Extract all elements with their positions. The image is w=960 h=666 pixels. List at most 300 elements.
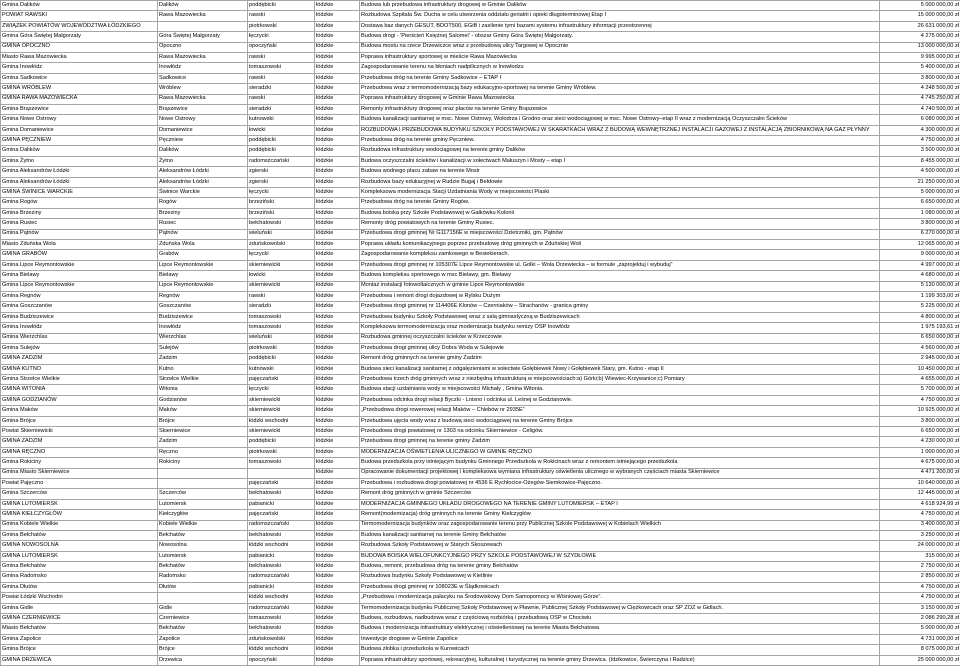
municipality-cell: Rusiec [158, 219, 248, 229]
project-title-cell: Budowa mostu na rzece Drzewiczce wraz z przebudową ulicy Targowej w Opocznie [360, 42, 880, 52]
project-title-cell: Rozbudowa infrastruktury wodociągowej na terenie gminy Dalików [360, 146, 880, 156]
county-cell: bełchatowski [248, 624, 315, 634]
municipality-cell: Brójce [158, 416, 248, 426]
applicant-cell: Gmina Lipce Reymontowskie [1, 281, 158, 291]
amount-cell: 4 248 500,00 zł [880, 84, 960, 94]
county-cell: kutnowski [248, 364, 315, 374]
table-row [1, 156, 960, 166]
county-cell: rawski [248, 11, 315, 21]
table-row [1, 582, 960, 592]
amount-cell: 2 086 290,28 zł [880, 614, 960, 624]
amount-cell: 10 640 000,00 zł [880, 478, 960, 488]
municipality-cell [158, 478, 248, 488]
municipality-cell: Gidle [158, 603, 248, 613]
voivodeship-cell: łódzkie [315, 427, 360, 437]
amount-cell: 3 250 000,00 zł [880, 530, 960, 540]
municipality-cell: Pęczniew [158, 136, 248, 146]
voivodeship-cell: łódzkie [315, 52, 360, 62]
table-row [1, 406, 960, 416]
project-title-cell: Poprawa infrastruktury sportowej, rekreacyjnej, kulturalnej i turystycznej na terenie gminy Drzewica. (Idzikowice, Świerczyna i Radzice) [360, 655, 880, 665]
municipality-cell: Świnice Warckie [158, 188, 248, 198]
county-cell: zgierski [248, 167, 315, 177]
table-row [1, 188, 960, 198]
amount-cell: 5 000 000,00 zł [880, 624, 960, 634]
table-row [1, 21, 960, 31]
voivodeship-cell: łódzkie [315, 333, 360, 343]
county-cell: wieluński [248, 229, 315, 239]
amount-cell: 4 618 924,99 zł [880, 499, 960, 509]
county-cell: opoczyński [248, 655, 315, 665]
table-row [1, 634, 960, 644]
applicant-cell: GMINA DRZEWICA [1, 655, 158, 665]
project-title-cell: Przebudowa i rozbudowa drogi powiatowej nr 4536 E Rychłocice-Ożegów-Siemkowice-Pajęczno. [360, 478, 880, 488]
spreadsheet-body [1, 1, 960, 666]
county-cell: piotrkowski [248, 21, 315, 31]
amount-cell: 4 275 000,00 zł [880, 32, 960, 42]
amount-cell: 1 080 000,00 zł [880, 208, 960, 218]
amount-cell: 5 700 000,00 zł [880, 385, 960, 395]
amount-cell: 3 400 000,00 zł [880, 520, 960, 530]
applicant-cell: Gmina Goszczanów [1, 302, 158, 312]
voivodeship-cell: łódzkie [315, 385, 360, 395]
voivodeship-cell: łódzkie [315, 551, 360, 561]
table-row [1, 333, 960, 343]
amount-cell: 5 000 000,00 zł [880, 188, 960, 198]
voivodeship-cell: łódzkie [315, 125, 360, 135]
voivodeship-cell: łódzkie [315, 510, 360, 520]
municipality-cell: Zadzim [158, 354, 248, 364]
voivodeship-cell: łódzkie [315, 645, 360, 655]
voivodeship-cell: łódzkie [315, 198, 360, 208]
county-cell: łódzki wschodni [248, 645, 315, 655]
county-cell: łęczycki [248, 32, 315, 42]
voivodeship-cell: łódzkie [315, 156, 360, 166]
applicant-cell: Gmina Bełchatów [1, 530, 158, 540]
county-cell: kutnowski [248, 115, 315, 125]
amount-cell: 4 800 000,00 zł [880, 312, 960, 322]
amount-cell: 10 925 000,00 zł [880, 406, 960, 416]
table-row [1, 655, 960, 665]
applicant-cell: ZWIĄZEK POWIATÓW WOJEWÓDZTWA ŁÓDZKIEGO [1, 21, 158, 31]
amount-cell: 3 800 000,00 zł [880, 73, 960, 83]
applicant-cell: GMINA ZADZIM [1, 437, 158, 447]
voivodeship-cell: łódzkie [315, 94, 360, 104]
applicant-cell: Gmina Maków [1, 406, 158, 416]
municipality-cell: Budziszewice [158, 312, 248, 322]
applicant-cell: GMINA GODZIANÓW [1, 395, 158, 405]
voivodeship-cell: łódzkie [315, 11, 360, 21]
amount-cell: 25 000 000,00 zł [880, 655, 960, 665]
applicant-cell: Powiat Pajęczno [1, 478, 158, 488]
project-title-cell: MODERNIZACJA GMINNEGO UKŁADU DROGOWEGO NA TERENIE GMINY LUTOMIERSK – ETAP I [360, 499, 880, 509]
applicant-cell: Gmina Góra Świętej Małgorzaty [1, 32, 158, 42]
amount-cell: 4 740 500,00 zł [880, 104, 960, 114]
table-row [1, 281, 960, 291]
amount-cell: 6 650 000,00 zł [880, 333, 960, 343]
project-title-cell: Termomodernizacja budynków oraz zagospodarowanie terenu przy Publicznej Szkole Podstawowej w Kobielach Wielkich [360, 520, 880, 530]
applicant-cell: Gmina Pątnów [1, 229, 158, 239]
county-cell: łęczycki [248, 250, 315, 260]
table-row [1, 125, 960, 135]
table-row [1, 115, 960, 125]
municipality-cell: Aleksandrów Łódzki [158, 167, 248, 177]
amount-cell: 1 199 303,00 zł [880, 291, 960, 301]
county-cell: radomszczański [248, 520, 315, 530]
voivodeship-cell: łódzkie [315, 229, 360, 239]
table-row [1, 416, 960, 426]
project-title-cell: Dostawa baz danych GESUT, BDOT500, EGiB i zasilenie tymi bazami systemu infrastruktury informacji przestrzennej [360, 21, 880, 31]
table-row [1, 572, 960, 582]
table-row [1, 63, 960, 73]
municipality-cell: Czerniewice [158, 614, 248, 624]
table-row [1, 489, 960, 499]
amount-cell: 4 500 000,00 zł [880, 167, 960, 177]
project-title-cell: Opracowanie dokumentacji projektowej i kompleksowa wymiana infrastruktury oświetlenia ulicznego w wybranych częściach miasta Skierniewice [360, 468, 880, 478]
project-title-cell: Budowa stacji uzdatniania wody w miejscowości Michały , Gmina Witonia. [360, 385, 880, 395]
voivodeship-cell: łódzkie [315, 84, 360, 94]
voivodeship-cell: łódzkie [315, 478, 360, 488]
voivodeship-cell: łódzkie [315, 468, 360, 478]
table-row [1, 395, 960, 405]
county-cell: opoczyński [248, 42, 315, 52]
municipality-cell: Goszczanów [158, 302, 248, 312]
voivodeship-cell: łódzkie [315, 343, 360, 353]
applicant-cell: Powiat Skierniewicki [1, 427, 158, 437]
voivodeship-cell: łódzkie [315, 582, 360, 592]
municipality-cell: Radomsko [158, 572, 248, 582]
project-title-cell: Poprawa infrastruktury sportowej w mieście Rawa Mazowiecka [360, 52, 880, 62]
county-cell: rawski [248, 73, 315, 83]
municipality-cell: Sulejów [158, 343, 248, 353]
table-row [1, 323, 960, 333]
amount-cell: 2 850 000,00 zł [880, 572, 960, 582]
county-cell: skierniewicki [248, 395, 315, 405]
project-title-cell: Przebudowa drogi powiatowej nr 1303 na odcinku Skierniewice - Celigów. [360, 427, 880, 437]
applicant-cell: Gmina Brójce [1, 416, 158, 426]
county-cell: piotrkowski [248, 343, 315, 353]
applicant-cell: Gmina Rokiciny [1, 458, 158, 468]
county-cell: skierniewicki [248, 281, 315, 291]
municipality-cell: Sadkowice [158, 73, 248, 83]
amount-cell: 21 250 000,00 zł [880, 177, 960, 187]
municipality-cell: Brąszewice [158, 104, 248, 114]
county-cell: tomaszowski [248, 458, 315, 468]
voivodeship-cell: łódzkie [315, 499, 360, 509]
county-cell: pajęczański [248, 375, 315, 385]
applicant-cell: Miasto Bełchatów [1, 624, 158, 634]
table-row [1, 385, 960, 395]
table-row [1, 84, 960, 94]
project-title-cell: Poprawa układu komunikacyjnego poprzez przebudowę dróg gminnych w Zduńskiej Woli [360, 239, 880, 249]
table-row [1, 499, 960, 509]
amount-cell: 5 225 000,00 zł [880, 302, 960, 312]
amount-cell: 4 745 250,00 zł [880, 94, 960, 104]
project-title-cell: Kompleksowa termomodernizacja oraz modernizacja budynku remizy OSP Inowłódz [360, 323, 880, 333]
voivodeship-cell: łódzkie [315, 530, 360, 540]
applicant-cell: GMINA OPOCZNO [1, 42, 158, 52]
table-row [1, 520, 960, 530]
applicant-cell: Gmina Budziszewice [1, 312, 158, 322]
table-row [1, 146, 960, 156]
project-title-cell: Remonty dróg powiatowych na terenie Gminy Rusiec. [360, 219, 880, 229]
table-row [1, 104, 960, 114]
voivodeship-cell: łódzkie [315, 375, 360, 385]
voivodeship-cell: łódzkie [315, 136, 360, 146]
county-cell: tomaszowski [248, 63, 315, 73]
municipality-cell: Godzianów [158, 395, 248, 405]
table-row [1, 1, 960, 11]
applicant-cell: Gmina Brąszewice [1, 104, 158, 114]
project-title-cell: Przebudowa drogi gminnej na terenie gminy Zadzim [360, 437, 880, 447]
table-row [1, 11, 960, 21]
project-title-cell: Budowa, rozbudowa, nadbudowa wraz z częściową rozbiórką i przebudową OSP w Chociwiu [360, 614, 880, 624]
municipality-cell: Kobiele Wielkie [158, 520, 248, 530]
project-title-cell: Przebudowa trzech dróg gminnych wraz z niezbędną infrastrukturą w miejscowościach:a) Górki;b) Wiewiec-Krzywanice;c) Pomiary [360, 375, 880, 385]
voivodeship-cell: łódzkie [315, 323, 360, 333]
county-cell: tomaszowski [248, 312, 315, 322]
voivodeship-cell: łódzkie [315, 437, 360, 447]
county-cell: sieradzki [248, 104, 315, 114]
voivodeship-cell: łódzkie [315, 312, 360, 322]
project-title-cell: Przebudowa dróg na terenie Gminy Rogów. [360, 198, 880, 208]
project-title-cell: Rozbudowa gminnej oczyszczalni ścieków w Krzeczowie [360, 333, 880, 343]
municipality-cell: Rawa Mazowiecka [158, 11, 248, 21]
county-cell: łęczycki [248, 385, 315, 395]
county-cell: bełchatowski [248, 219, 315, 229]
amount-cell: 5 000 000,00 zł [880, 1, 960, 11]
table-row [1, 239, 960, 249]
table-row [1, 447, 960, 457]
applicant-cell: Gmina Strzelce Wielkie [1, 375, 158, 385]
county-cell: wieluński [248, 333, 315, 343]
table-row [1, 437, 960, 447]
table-row [1, 562, 960, 572]
municipality-cell: Zapolice [158, 634, 248, 644]
project-title-cell: Kompleksowa modernizacja Stacji Uzdatniania Wody w miejscowości Piaski [360, 188, 880, 198]
voivodeship-cell: łódzkie [315, 42, 360, 52]
municipality-cell: Wierzchlas [158, 333, 248, 343]
project-title-cell: Budowa wodnego placu zabaw na terenie Mosir [360, 167, 880, 177]
municipality-cell: Dalików [158, 146, 248, 156]
voivodeship-cell: łódzkie [315, 188, 360, 198]
voivodeship-cell: łódzkie [315, 21, 360, 31]
project-title-cell: Remont(modernizacja) dróg gminnych na terenie Gminy Kiełczygłów [360, 510, 880, 520]
amount-cell: 9 995 000,00 zł [880, 52, 960, 62]
county-cell: łowicki [248, 271, 315, 281]
municipality-cell: Lutomiersk [158, 551, 248, 561]
county-cell: radomszczański [248, 572, 315, 582]
table-row [1, 603, 960, 613]
voivodeship-cell: łódzkie [315, 1, 360, 11]
voivodeship-cell: łódzkie [315, 115, 360, 125]
amount-cell: 3 150 000,00 zł [880, 603, 960, 613]
amount-cell: 13 000 000,00 zł [880, 42, 960, 52]
amount-cell: 8 075 000,00 zł [880, 645, 960, 655]
municipality-cell: Zadzim [158, 437, 248, 447]
table-row [1, 427, 960, 437]
project-title-cell: Budowa, remont, przebudowa dróg na terenie gminy Bełchatów [360, 562, 880, 572]
applicant-cell: GMINA KIEŁCZYGŁÓW [1, 510, 158, 520]
municipality-cell: Nowosolna [158, 541, 248, 551]
table-row [1, 354, 960, 364]
county-cell: skierniewicki [248, 260, 315, 270]
amount-cell: 4 750 000,00 zł [880, 593, 960, 603]
project-title-cell: Przebudowa drogi gminnej nr 105307E Lipce Reymontowskie ul. Golki – Wola Drzewiecka – w formule „zaprojektuj i wybuduj” [360, 260, 880, 270]
table-row [1, 458, 960, 468]
applicant-cell: GMINA NOWOSOLNA [1, 541, 158, 551]
municipality-cell: Bełchatów [158, 562, 248, 572]
applicant-cell: Gmina Żytno [1, 156, 158, 166]
applicant-cell: GMINA GRABÓW [1, 250, 158, 260]
project-title-cell: Przebudowa drogi gminnej nr 108023E w Ślądkowicach [360, 582, 880, 592]
applicant-cell: Gmina Kobiele Wielkie [1, 520, 158, 530]
project-title-cell: Inwestycje drogowe w Gminie Zapolice [360, 634, 880, 644]
voivodeship-cell: łódzkie [315, 104, 360, 114]
municipality-cell: Nowe Ostrowy [158, 115, 248, 125]
applicant-cell: Powiat Łódzki Wschodni [1, 593, 158, 603]
voivodeship-cell: łódzkie [315, 32, 360, 42]
county-cell: łódzki wschodni [248, 416, 315, 426]
applicant-cell: Gmina Brzeziny [1, 208, 158, 218]
county-cell: tomaszowski [248, 614, 315, 624]
project-title-cell: Zagospodarowanie terenu na błoniach nadpilicznych w Inowłodzu [360, 63, 880, 73]
applicant-cell: GMINA LUTOMIERSK [1, 551, 158, 561]
voivodeship-cell: łódzkie [315, 146, 360, 156]
municipality-cell [158, 593, 248, 603]
voivodeship-cell: łódzkie [315, 520, 360, 530]
project-title-cell: Remont dróg gminnych w gminie Szczerców [360, 489, 880, 499]
voivodeship-cell: łódzkie [315, 364, 360, 374]
county-cell: pabianicki [248, 499, 315, 509]
amount-cell: 6 270 000,00 zł [880, 229, 960, 239]
municipality-cell: Dłutów [158, 582, 248, 592]
amount-cell: 4 750 000,00 zł [880, 395, 960, 405]
applicant-cell: Gmina Dłutów [1, 582, 158, 592]
amount-cell: 4 731 000,00 zł [880, 634, 960, 644]
table-row [1, 510, 960, 520]
table-row [1, 645, 960, 655]
voivodeship-cell: łódzkie [315, 167, 360, 177]
applicant-cell: Gmina Dalików [1, 1, 158, 11]
table-row [1, 229, 960, 239]
project-title-cell: Rozbudowa Szpitala Św. Ducha w celu utworzenia oddziału geriatrii i opieki długoterminowej Etap I [360, 11, 880, 21]
municipality-cell: Brójce [158, 645, 248, 655]
applicant-cell: Gmina Sadkowice [1, 73, 158, 83]
amount-cell: 2 945 000,00 zł [880, 354, 960, 364]
county-cell: bełchatowski [248, 530, 315, 540]
municipality-cell [158, 21, 248, 31]
applicant-cell: GMINA CZERNIEWICE [1, 614, 158, 624]
applicant-cell: Gmina Brójce [1, 645, 158, 655]
amount-cell: 26 631 000,00 zł [880, 21, 960, 31]
county-cell: poddębicki [248, 136, 315, 146]
voivodeship-cell: łódzkie [315, 354, 360, 364]
table-row [1, 541, 960, 551]
project-title-cell: Budowa i modernizacja infrastruktury elektrycznej i oświetleniowej na terenie Miasta Bełchatowa [360, 624, 880, 634]
county-cell: pajęczański [248, 510, 315, 520]
project-title-cell: Budowa kompleksu sportowego w msc Bielawy, gm. Bielawy [360, 271, 880, 281]
project-title-cell: Montaż instalacji fotowoltaicznych w gminie Lipce Reymontowskie [360, 281, 880, 291]
voivodeship-cell: łódzkie [315, 63, 360, 73]
applicant-cell: Gmina Rusiec [1, 219, 158, 229]
amount-cell: 315 000,00 zł [880, 551, 960, 561]
county-cell: radomszczański [248, 156, 315, 166]
municipality-cell: Lutomiersk [158, 499, 248, 509]
applicant-cell: Gmina Aleksandrów Łódzki [1, 167, 158, 177]
applicant-cell: Gmina Zapolice [1, 634, 158, 644]
municipality-cell: Zduńska Wola [158, 239, 248, 249]
applicant-cell: POWIAT RAWSKI [1, 11, 158, 21]
applicant-cell: Gmina Gidle [1, 603, 158, 613]
applicant-cell: Miasto Rawa Mazowiecka [1, 52, 158, 62]
applicant-cell: Gmina Bełchatów [1, 562, 158, 572]
voivodeship-cell: łódzkie [315, 260, 360, 270]
table-row [1, 177, 960, 187]
voivodeship-cell: łódzkie [315, 291, 360, 301]
table-row [1, 32, 960, 42]
applicant-cell: GMINA WITONIA [1, 385, 158, 395]
table-row [1, 364, 960, 374]
amount-cell: 12 445 000,00 zł [880, 489, 960, 499]
voivodeship-cell: łódzkie [315, 271, 360, 281]
municipality-cell: Kutno [158, 364, 248, 374]
county-cell: skierniewicki [248, 406, 315, 416]
county-cell: tomaszowski [248, 323, 315, 333]
amount-cell: 5 400 000,00 zł [880, 63, 960, 73]
municipality-cell: Maków [158, 406, 248, 416]
amount-cell: 6 650 000,00 zł [880, 427, 960, 437]
amount-cell: 4 750 000,00 zł [880, 582, 960, 592]
municipality-cell: Regnów [158, 291, 248, 301]
amount-cell: 6 650 000,00 zł [880, 198, 960, 208]
municipality-cell: Rokiciny [158, 458, 248, 468]
county-cell: bełchatowski [248, 562, 315, 572]
county-cell: poddębicki [248, 354, 315, 364]
voivodeship-cell: łódzkie [315, 489, 360, 499]
applicant-cell: GMINA WRÓBLEW [1, 84, 158, 94]
project-title-cell: Przebudowa drogi gminnej Nr G117156E w miejscowości Dzietrzniki, gm. Pątnów [360, 229, 880, 239]
municipality-cell: Ręczno [158, 447, 248, 457]
applicant-cell: Gmina Inowłódz [1, 323, 158, 333]
municipality-cell: Domaniewice [158, 125, 248, 135]
voivodeship-cell: łódzkie [315, 614, 360, 624]
amount-cell: 3 800 000,00 zł [880, 219, 960, 229]
table-row [1, 291, 960, 301]
voivodeship-cell: łódzkie [315, 562, 360, 572]
applicant-cell: Gmina Lipce Reymontowskie [1, 260, 158, 270]
applicant-cell: GMINA KUTNO [1, 364, 158, 374]
municipality-cell: Kiełczygłów [158, 510, 248, 520]
municipality-cell: Szczerców [158, 489, 248, 499]
municipality-cell: Lipce Reymontowskie [158, 260, 248, 270]
amount-cell: 10 450 000,00 zł [880, 364, 960, 374]
county-cell: rawski [248, 291, 315, 301]
table-row [1, 343, 960, 353]
amount-cell: 4 680 000,00 zł [880, 271, 960, 281]
table-row [1, 136, 960, 146]
project-title-cell: Przebudowa wraz z termomodernizacją bazy edukacyjno-sportowej na terenie Gminy Wróblew. [360, 84, 880, 94]
project-title-cell: Rozbudowa budynku Szkoły Podstawowej w Kietlinie [360, 572, 880, 582]
table-row [1, 219, 960, 229]
county-cell: bełchatowski [248, 489, 315, 499]
amount-cell: 6 080 000,00 zł [880, 115, 960, 125]
voivodeship-cell: łódzkie [315, 208, 360, 218]
county-cell: radomszczański [248, 603, 315, 613]
amount-cell: 5 130 000,00 zł [880, 281, 960, 291]
county-cell: piotrkowski [248, 447, 315, 457]
amount-cell: 4 750 000,00 zł [880, 136, 960, 146]
amount-cell: 2 750 000,00 zł [880, 562, 960, 572]
